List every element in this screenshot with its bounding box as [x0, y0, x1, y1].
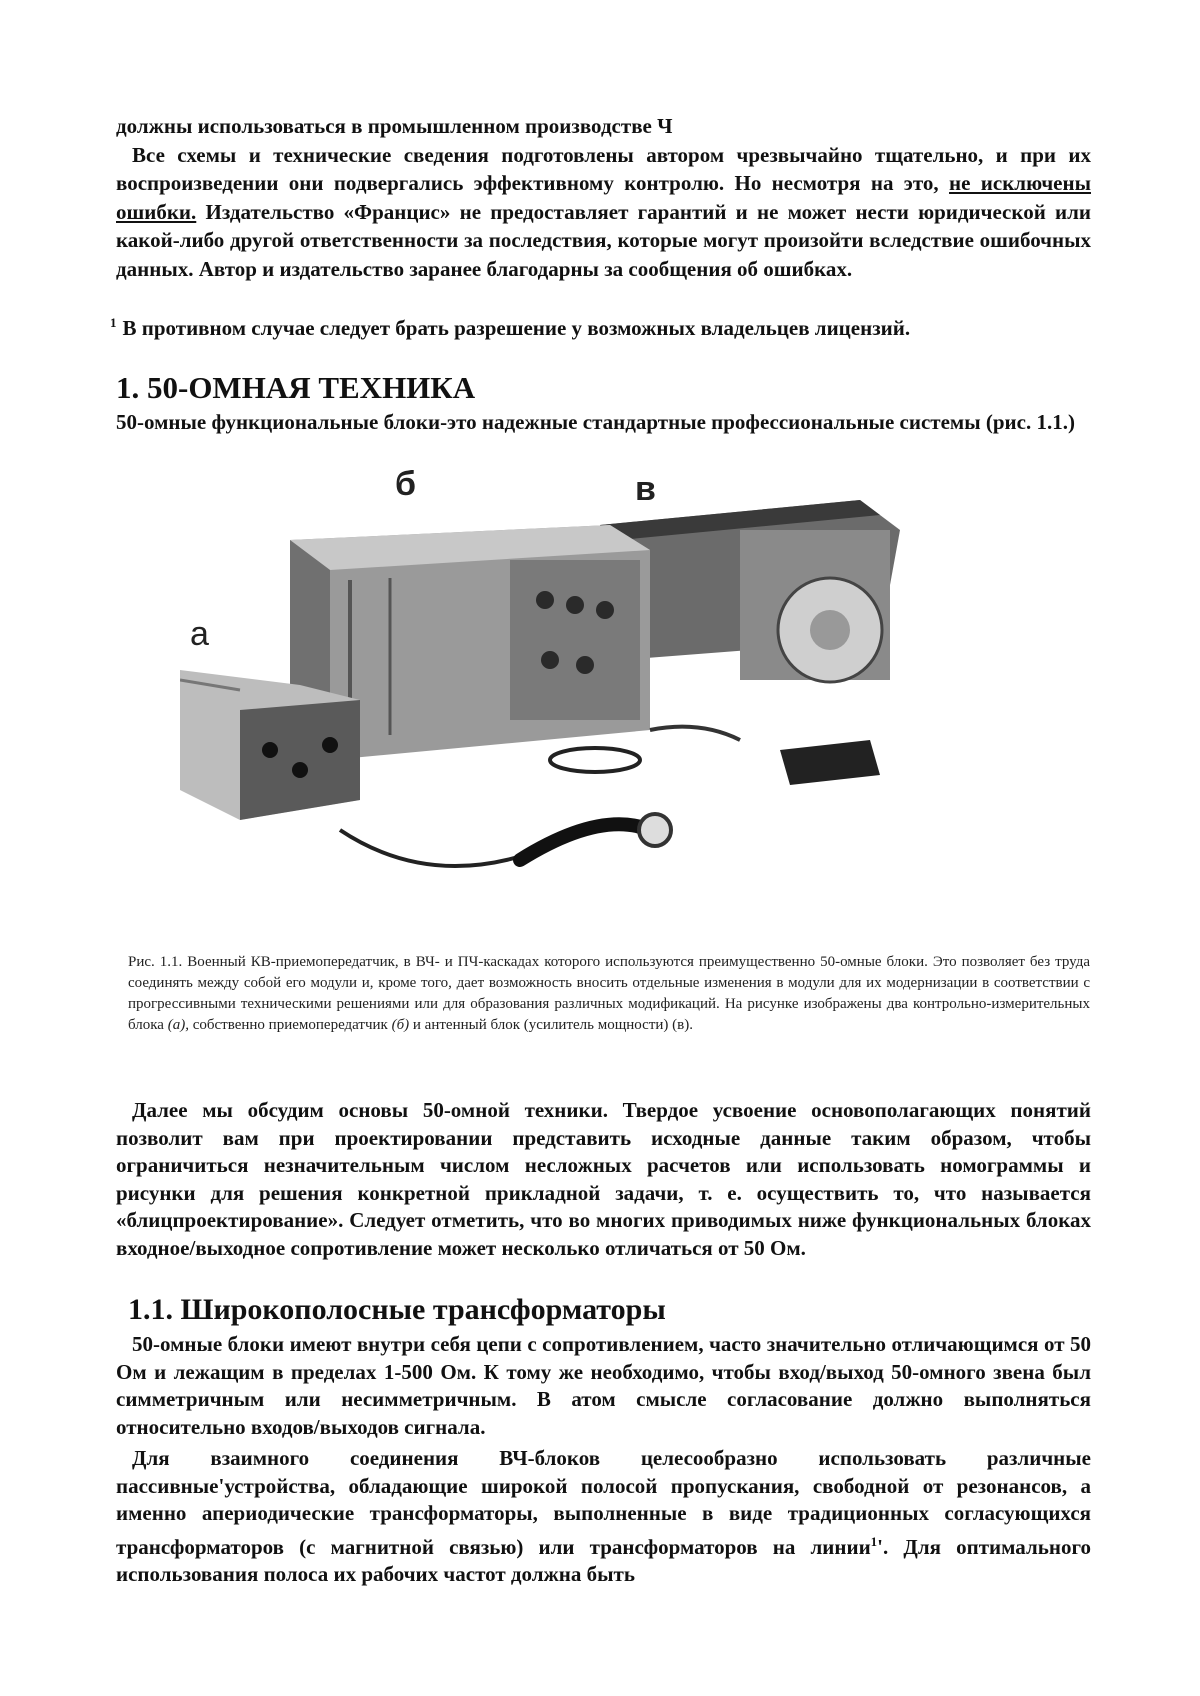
intro-paragraph: 50-омные функциональные блоки-это надежные стандартные профессиональные системы (рис. 1.1.) [116, 410, 1075, 434]
footnote [110, 309, 1091, 342]
paragraph-basics: Далее мы обсудим основы 50-омной техники. Твердое усвоение основополагающих понятий позволит вам при проектировании представить исходные данные таким образом, чтобы ограничиться незначительным числом несложных расчетов или использовать номограммы и рисунки для решения конкретной прикладной задачи, т. е. осуществить то, что называется «блицпроектирование». Следует отметить, что во многих приводимых ниже функциональных блоках входное/выходное сопротивление может несколько отличаться от 50 Ом. [116, 1098, 1091, 1260]
caption-em-b: (б) [391, 1017, 410, 1033]
caption-em-a: (а), [167, 1017, 189, 1033]
transformers-text-b: '. Для оптимального использования полоса их рабочих частот должна быть [116, 1534, 1091, 1587]
figure-photo [180, 470, 1040, 940]
disclaimer-text-a: Все схемы и технические сведения подготовлены автором чрезвычайно тщательно, и при их воспроизведении они подвергались эффективному контролю. Но несмотря на это, [116, 142, 1091, 195]
paragraph-line: должны использоваться в промышленном производстве Ч [116, 114, 673, 138]
underlined-warning: не исключены ошибки. [116, 171, 1091, 224]
figure-caption [128, 952, 1090, 1036]
paragraph-disclaimer [116, 112, 1091, 283]
footnote-mark: 1 [110, 315, 117, 330]
caption-text-c: и антенный блок (усилитель мощности) (в). [412, 1017, 693, 1033]
footnote-ref: 1 [870, 1533, 878, 1549]
caption-text-b: собственно приемопередатчик [192, 1017, 388, 1033]
disclaimer-text [116, 141, 1091, 284]
subsection-heading: 1.1. Широкополосные трансформаторы [128, 1293, 666, 1326]
paragraph-transformers [116, 1445, 1091, 1589]
transformers-text-a: Для взаимного соединения ВЧ-блоков целесообразно использовать различные пассивные'устройства, обладающие широкой полосой пропускания, свободной от резонансов, а именно апериодические трансформаторы, выполненные в виде традиционных согласующихся трансформаторов (с магнитной связью) или трансформаторов на линии [116, 1446, 1091, 1559]
figure-label-b: б [395, 470, 417, 503]
paragraph-blocks: 50-омные блоки имеют внутри себя цепи с сопротивлением, часто значительно отличающимся от 50 Ом и лежащим в пределах 1-500 Ом. К тому же необходимо, чтобы вход/выход 50-омного звена был симметричным или несимметричным. В атом смысле согласование должно выполняться относительно входов/выходов сигнала. [116, 1332, 1091, 1439]
caption-text-a: Рис. 1.1. Военный КВ-приемопередатчик, в ВЧ- и ПЧ-каскадах которого используются преимущественно 50-омные блоки. Это позволяет без труда соединять между собой его модули и, кроме того, дает возможность вносить отдельные изменения в модули для их модернизации в соответствии с прогрессивными техническими решениями или для образования различных модификаций. На рисунке изображены два контрольно-измерительных блока [128, 954, 1090, 1033]
figure-label-c: в [635, 470, 656, 508]
disclaimer-text-b: Издательство «Францис» не предоставляет гарантий и не может нести юридической или какой-либо другой ответственности за последствия, которые могут произойти вследствие ошибочных данных. Автор и издательство заранее благодарны за сообщения об ошибках. [116, 199, 1091, 281]
figure-label-a: а [190, 615, 209, 653]
footnote-text: В противном случае следует брать разрешение у возможных владельцев лицензий. [122, 316, 911, 340]
section-heading: 1. 50-ОМНАЯ ТЕХНИКА [116, 370, 476, 405]
